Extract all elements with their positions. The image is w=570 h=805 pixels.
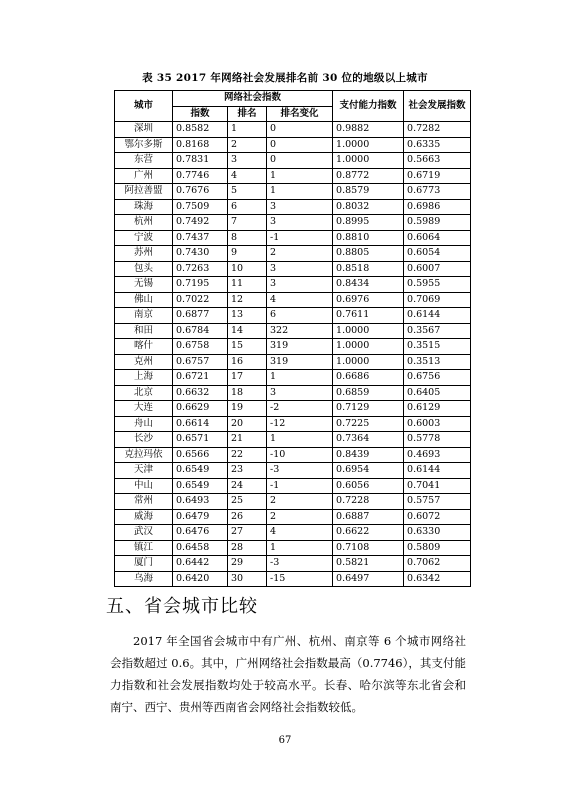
rank-cell: 10 bbox=[228, 261, 267, 277]
social-index-cell: 0.6144 bbox=[404, 308, 471, 324]
payment-index-cell: 0.8439 bbox=[333, 447, 404, 463]
page-number: 67 bbox=[278, 735, 292, 746]
rank-cell: 8 bbox=[228, 230, 267, 246]
index-cell: 0.6758 bbox=[173, 339, 228, 355]
rank-cell: 24 bbox=[228, 478, 267, 494]
table-row bbox=[115, 540, 471, 556]
social-index-cell: 0.6072 bbox=[404, 509, 471, 525]
city-cell: 北京 bbox=[115, 385, 173, 401]
index-cell: 0.6420 bbox=[173, 571, 228, 587]
city-cell: 中山 bbox=[115, 478, 173, 494]
table-row bbox=[115, 478, 471, 494]
rank-cell: 27 bbox=[228, 525, 267, 541]
payment-index-cell: 0.6887 bbox=[333, 509, 404, 525]
rank-change-cell: -12 bbox=[267, 416, 333, 432]
payment-index-cell: 0.6976 bbox=[333, 292, 404, 308]
rank-change-cell: 0 bbox=[267, 153, 333, 169]
social-index-cell: 0.6335 bbox=[404, 137, 471, 153]
index-cell: 0.6493 bbox=[173, 494, 228, 510]
rank-cell: 18 bbox=[228, 385, 267, 401]
index-cell: 0.6549 bbox=[173, 463, 228, 479]
rank-change-cell: -2 bbox=[267, 401, 333, 417]
city-cell: 舟山 bbox=[115, 416, 173, 432]
rank-cell: 15 bbox=[228, 339, 267, 355]
rank-change-cell: 0 bbox=[267, 122, 333, 138]
payment-index-cell: 0.6954 bbox=[333, 463, 404, 479]
rank-cell: 6 bbox=[228, 199, 267, 215]
social-index-cell: 0.6342 bbox=[404, 571, 471, 587]
rank-change-cell: 3 bbox=[267, 215, 333, 231]
rank-cell: 28 bbox=[228, 540, 267, 556]
rank-change-cell: 3 bbox=[267, 261, 333, 277]
payment-index-cell: 0.9882 bbox=[333, 122, 404, 138]
rank-cell: 20 bbox=[228, 416, 267, 432]
rank-cell: 23 bbox=[228, 463, 267, 479]
header-payment-index: 支付能力指数 bbox=[333, 91, 404, 122]
table-row bbox=[115, 230, 471, 246]
table-row bbox=[115, 339, 471, 355]
index-cell: 0.7430 bbox=[173, 246, 228, 262]
rank-change-cell: -3 bbox=[267, 463, 333, 479]
header-city: 城市 bbox=[115, 91, 173, 122]
table-row bbox=[115, 153, 471, 169]
social-index-cell: 0.6719 bbox=[404, 168, 471, 184]
rank-change-cell: 2 bbox=[267, 246, 333, 262]
payment-index-cell: 0.8434 bbox=[333, 277, 404, 293]
table-row bbox=[115, 277, 471, 293]
header-rank-change: 排名变化 bbox=[267, 106, 333, 122]
city-cell: 珠海 bbox=[115, 199, 173, 215]
social-index-cell: 0.5955 bbox=[404, 277, 471, 293]
city-cell: 厦门 bbox=[115, 556, 173, 572]
city-cell: 长沙 bbox=[115, 432, 173, 448]
rank-cell: 1 bbox=[228, 122, 267, 138]
rank-change-cell: -15 bbox=[267, 571, 333, 587]
social-index-cell: 0.5757 bbox=[404, 494, 471, 510]
rank-cell: 4 bbox=[228, 168, 267, 184]
table-row bbox=[115, 525, 471, 541]
payment-index-cell: 0.7129 bbox=[333, 401, 404, 417]
index-cell: 0.6877 bbox=[173, 308, 228, 324]
city-cell: 苏州 bbox=[115, 246, 173, 262]
table-row bbox=[115, 215, 471, 231]
rank-cell: 16 bbox=[228, 354, 267, 370]
rank-cell: 7 bbox=[228, 215, 267, 231]
rank-change-cell: -3 bbox=[267, 556, 333, 572]
table-row bbox=[115, 308, 471, 324]
rank-cell: 26 bbox=[228, 509, 267, 525]
payment-index-cell: 0.6686 bbox=[333, 370, 404, 386]
social-index-cell: 0.6054 bbox=[404, 246, 471, 262]
rank-change-cell: 4 bbox=[267, 292, 333, 308]
rank-change-cell: 2 bbox=[267, 494, 333, 510]
table-row bbox=[115, 199, 471, 215]
index-cell: 0.6721 bbox=[173, 370, 228, 386]
social-index-cell: 0.6129 bbox=[404, 401, 471, 417]
index-cell: 0.6442 bbox=[173, 556, 228, 572]
table-caption: 表 35 2017 年网络社会发展排名前 30 位的地级以上城市 bbox=[142, 72, 428, 84]
city-cell: 宁波 bbox=[115, 230, 173, 246]
payment-index-cell: 0.8995 bbox=[333, 215, 404, 231]
index-cell: 0.6458 bbox=[173, 540, 228, 556]
index-cell: 0.6571 bbox=[173, 432, 228, 448]
index-cell: 0.6566 bbox=[173, 447, 228, 463]
index-cell: 0.6614 bbox=[173, 416, 228, 432]
index-cell: 0.7676 bbox=[173, 184, 228, 200]
index-cell: 0.7746 bbox=[173, 168, 228, 184]
social-index-cell: 0.4693 bbox=[404, 447, 471, 463]
payment-index-cell: 0.8772 bbox=[333, 168, 404, 184]
rank-change-cell: -1 bbox=[267, 230, 333, 246]
rank-change-cell: 2 bbox=[267, 509, 333, 525]
rank-change-cell: 1 bbox=[267, 432, 333, 448]
rank-cell: 5 bbox=[228, 184, 267, 200]
payment-index-cell: 0.7611 bbox=[333, 308, 404, 324]
rank-change-cell: -1 bbox=[267, 478, 333, 494]
table-row bbox=[115, 292, 471, 308]
city-cell: 佛山 bbox=[115, 292, 173, 308]
index-cell: 0.6757 bbox=[173, 354, 228, 370]
rank-change-cell: 1 bbox=[267, 168, 333, 184]
table-row bbox=[115, 261, 471, 277]
city-cell: 东营 bbox=[115, 153, 173, 169]
payment-index-cell: 1.0000 bbox=[333, 323, 404, 339]
social-index-cell: 0.5989 bbox=[404, 215, 471, 231]
social-index-cell: 0.7041 bbox=[404, 478, 471, 494]
table-row bbox=[115, 463, 471, 479]
rank-cell: 9 bbox=[228, 246, 267, 262]
table-row bbox=[115, 122, 471, 138]
city-cell: 南京 bbox=[115, 308, 173, 324]
index-cell: 0.7195 bbox=[173, 277, 228, 293]
payment-index-cell: 0.6056 bbox=[333, 478, 404, 494]
social-index-cell: 0.7062 bbox=[404, 556, 471, 572]
payment-index-cell: 0.8579 bbox=[333, 184, 404, 200]
city-cell: 包头 bbox=[115, 261, 173, 277]
rank-change-cell: -10 bbox=[267, 447, 333, 463]
table-row bbox=[115, 416, 471, 432]
section-paragraph: 2017 年全国省会城市中有广州、杭州、南京等 6 个城市网络社会指数超过 0.6。其中，广州网络社会指数最高（0.7746），其支付能力指数和社会发展指数均处于较高水平。长春、哈尔滨等东北省会和南宁、西宁、贵州等西南省会网络社会指数较低。 bbox=[110, 634, 466, 714]
rank-change-cell: 4 bbox=[267, 525, 333, 541]
city-cell: 无锡 bbox=[115, 277, 173, 293]
city-cell: 乌海 bbox=[115, 571, 173, 587]
rank-change-cell: 1 bbox=[267, 370, 333, 386]
payment-index-cell: 0.7228 bbox=[333, 494, 404, 510]
table-row bbox=[115, 246, 471, 262]
social-index-cell: 0.3513 bbox=[404, 354, 471, 370]
index-cell: 0.7831 bbox=[173, 153, 228, 169]
payment-index-cell: 0.8032 bbox=[333, 199, 404, 215]
city-cell: 威海 bbox=[115, 509, 173, 525]
rank-cell: 3 bbox=[228, 153, 267, 169]
city-cell: 镇江 bbox=[115, 540, 173, 556]
table-row bbox=[115, 556, 471, 572]
table-row bbox=[115, 168, 471, 184]
social-index-cell: 0.6144 bbox=[404, 463, 471, 479]
social-index-cell: 0.5778 bbox=[404, 432, 471, 448]
rank-change-cell: 1 bbox=[267, 184, 333, 200]
table-row bbox=[115, 447, 471, 463]
table-row bbox=[115, 137, 471, 153]
rank-cell: 14 bbox=[228, 323, 267, 339]
payment-index-cell: 0.8810 bbox=[333, 230, 404, 246]
social-index-cell: 0.3567 bbox=[404, 323, 471, 339]
rank-cell: 21 bbox=[228, 432, 267, 448]
payment-index-cell: 0.8518 bbox=[333, 261, 404, 277]
rank-change-cell: 319 bbox=[267, 354, 333, 370]
city-cell: 天津 bbox=[115, 463, 173, 479]
payment-index-cell: 1.0000 bbox=[333, 153, 404, 169]
social-index-cell: 0.6330 bbox=[404, 525, 471, 541]
payment-index-cell: 0.6497 bbox=[333, 571, 404, 587]
table-row bbox=[115, 370, 471, 386]
payment-index-cell: 0.7364 bbox=[333, 432, 404, 448]
social-index-cell: 0.6003 bbox=[404, 416, 471, 432]
table-row bbox=[115, 432, 471, 448]
rank-cell: 11 bbox=[228, 277, 267, 293]
social-index-cell: 0.7069 bbox=[404, 292, 471, 308]
table-row bbox=[115, 401, 471, 417]
payment-index-cell: 0.7108 bbox=[333, 540, 404, 556]
payment-index-cell: 1.0000 bbox=[333, 339, 404, 355]
rank-cell: 17 bbox=[228, 370, 267, 386]
social-index-cell: 0.6064 bbox=[404, 230, 471, 246]
social-index-cell: 0.6986 bbox=[404, 199, 471, 215]
rank-change-cell: 322 bbox=[267, 323, 333, 339]
table-row bbox=[115, 354, 471, 370]
header-rank: 排名 bbox=[228, 106, 267, 122]
table-row bbox=[115, 385, 471, 401]
city-cell: 上海 bbox=[115, 370, 173, 386]
city-cell: 武汉 bbox=[115, 525, 173, 541]
index-cell: 0.7263 bbox=[173, 261, 228, 277]
index-cell: 0.8582 bbox=[173, 122, 228, 138]
rank-cell: 22 bbox=[228, 447, 267, 463]
payment-index-cell: 0.7225 bbox=[333, 416, 404, 432]
social-index-cell: 0.6405 bbox=[404, 385, 471, 401]
rank-change-cell: 3 bbox=[267, 385, 333, 401]
rank-cell: 13 bbox=[228, 308, 267, 324]
rank-change-cell: 319 bbox=[267, 339, 333, 355]
table-row bbox=[115, 184, 471, 200]
social-index-cell: 0.5809 bbox=[404, 540, 471, 556]
social-index-cell: 0.3515 bbox=[404, 339, 471, 355]
city-cell: 阿拉善盟 bbox=[115, 184, 173, 200]
index-cell: 0.8168 bbox=[173, 137, 228, 153]
payment-index-cell: 1.0000 bbox=[333, 137, 404, 153]
payment-index-cell: 1.0000 bbox=[333, 354, 404, 370]
rank-cell: 12 bbox=[228, 292, 267, 308]
city-cell: 克州 bbox=[115, 354, 173, 370]
city-ranking-table bbox=[114, 90, 471, 587]
index-cell: 0.7022 bbox=[173, 292, 228, 308]
index-cell: 0.7509 bbox=[173, 199, 228, 215]
social-index-cell: 0.7282 bbox=[404, 122, 471, 138]
index-cell: 0.6632 bbox=[173, 385, 228, 401]
city-cell: 克拉玛依 bbox=[115, 447, 173, 463]
city-cell: 常州 bbox=[115, 494, 173, 510]
rank-change-cell: 0 bbox=[267, 137, 333, 153]
rank-cell: 25 bbox=[228, 494, 267, 510]
social-index-cell: 0.6773 bbox=[404, 184, 471, 200]
rank-cell: 2 bbox=[228, 137, 267, 153]
header-network-society-group: 网络社会指数 bbox=[173, 91, 333, 107]
payment-index-cell: 0.6859 bbox=[333, 385, 404, 401]
social-index-cell: 0.6756 bbox=[404, 370, 471, 386]
city-cell: 喀什 bbox=[115, 339, 173, 355]
table-row bbox=[115, 494, 471, 510]
social-index-cell: 0.5663 bbox=[404, 153, 471, 169]
city-cell: 深圳 bbox=[115, 122, 173, 138]
table-row bbox=[115, 571, 471, 587]
header-index: 指数 bbox=[173, 106, 228, 122]
index-cell: 0.7437 bbox=[173, 230, 228, 246]
rank-change-cell: 1 bbox=[267, 540, 333, 556]
rank-cell: 19 bbox=[228, 401, 267, 417]
rank-change-cell: 6 bbox=[267, 308, 333, 324]
city-cell: 广州 bbox=[115, 168, 173, 184]
rank-change-cell: 3 bbox=[267, 277, 333, 293]
table-row bbox=[115, 509, 471, 525]
social-index-cell: 0.6007 bbox=[404, 261, 471, 277]
rank-change-cell: 3 bbox=[267, 199, 333, 215]
city-cell: 大连 bbox=[115, 401, 173, 417]
city-cell: 和田 bbox=[115, 323, 173, 339]
payment-index-cell: 0.6622 bbox=[333, 525, 404, 541]
index-cell: 0.6629 bbox=[173, 401, 228, 417]
index-cell: 0.6784 bbox=[173, 323, 228, 339]
header-social-index: 社会发展指数 bbox=[404, 91, 471, 122]
city-cell: 杭州 bbox=[115, 215, 173, 231]
index-cell: 0.7492 bbox=[173, 215, 228, 231]
index-cell: 0.6479 bbox=[173, 509, 228, 525]
rank-cell: 30 bbox=[228, 571, 267, 587]
rank-cell: 29 bbox=[228, 556, 267, 572]
city-cell: 鄂尔多斯 bbox=[115, 137, 173, 153]
payment-index-cell: 0.8805 bbox=[333, 246, 404, 262]
table-row bbox=[115, 323, 471, 339]
index-cell: 0.6549 bbox=[173, 478, 228, 494]
index-cell: 0.6476 bbox=[173, 525, 228, 541]
payment-index-cell: 0.5821 bbox=[333, 556, 404, 572]
section-heading: 五、省会城市比较 bbox=[106, 596, 258, 617]
